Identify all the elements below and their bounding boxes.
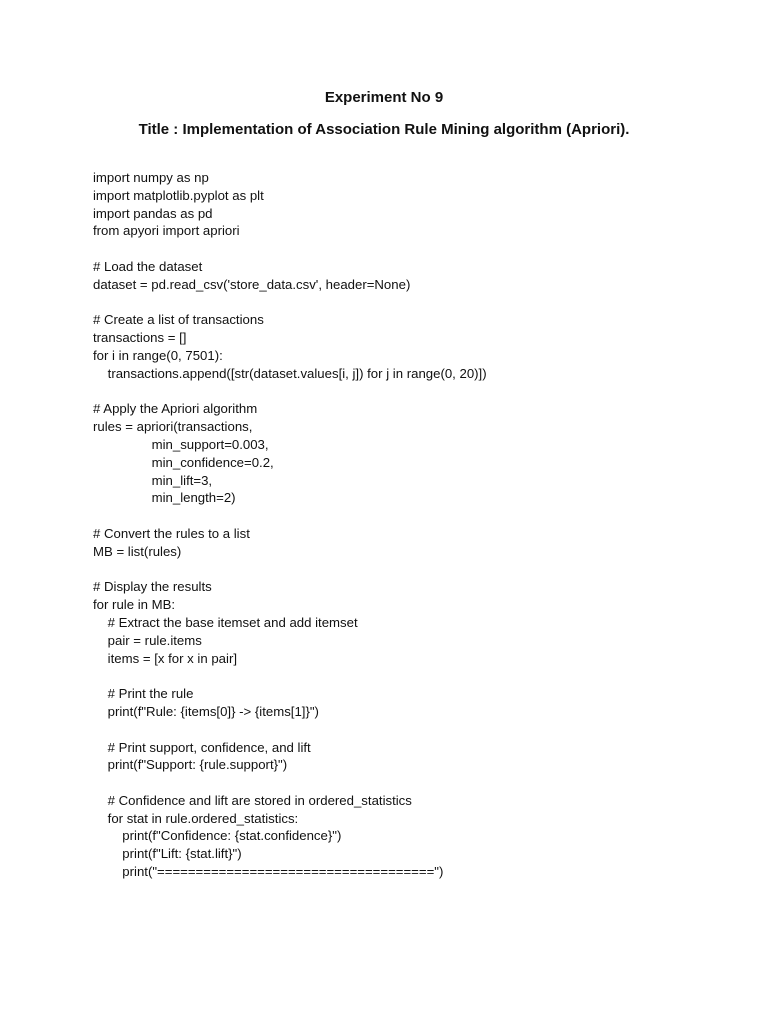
code-line [93,383,733,401]
document-title: Title : Implementation of Association Rule Mining algorithm (Apriori). [138,121,630,138]
code-line: print(f"Rule: {items[0]} -> {items[1]}") [93,703,319,719]
code-line [93,507,733,525]
code-block [93,169,733,881]
code-line: # Display the results [93,579,212,595]
code-line [93,774,733,792]
code-line [93,240,733,258]
code-line: print(f"Lift: {stat.lift}") [93,846,242,862]
experiment-heading: Experiment No 9 [324,89,444,106]
code-line: import matplotlib.pyplot as plt [93,187,264,203]
code-line: min_length=2) [93,490,236,506]
code-line: # Confidence and lift are stored in ordered_statistics [93,792,412,808]
code-line: # Convert the rules to a list [93,525,250,541]
code-line: for i in range(0, 7501): [93,347,223,363]
code-line: rules = apriori(transactions, [93,419,253,435]
code-line: from apyori import apriori [93,223,240,239]
code-line: # Print support, confidence, and lift [93,739,311,755]
code-line: min_support=0.003, [93,436,269,452]
code-line: MB = list(rules) [93,543,182,559]
code-line [93,721,733,739]
code-line [93,667,733,685]
code-line: # Create a list of transactions [93,312,264,328]
code-line: pair = rule.items [93,632,202,648]
code-line: # Load the dataset [93,258,203,274]
code-line: min_lift=3, [93,472,213,488]
code-line: # Print the rule [93,686,194,702]
code-line [93,561,733,579]
code-line: print("====================================") [93,864,444,880]
code-line: import numpy as np [93,170,209,185]
code-line: transactions.append([str(dataset.values[i, j]) for j in range(0, 20)]) [93,365,487,381]
code-line [93,294,733,312]
code-line: # Apply the Apriori algorithm [93,401,258,417]
code-line: print(f"Support: {rule.support}") [93,757,288,773]
code-line: items = [x for x in pair] [93,650,238,666]
code-line: min_confidence=0.2, [93,454,274,470]
code-line: import pandas as pd [93,205,213,221]
code-line: print(f"Confidence: {stat.confidence}") [93,828,342,844]
code-line: # Extract the base itemset and add itemset [93,614,358,630]
code-line: dataset = pd.read_csv('store_data.csv', header=None) [93,276,411,292]
code-line: transactions = [] [93,330,187,346]
code-line: for rule in MB: [93,597,176,613]
code-line: for stat in rule.ordered_statistics: [93,810,299,826]
